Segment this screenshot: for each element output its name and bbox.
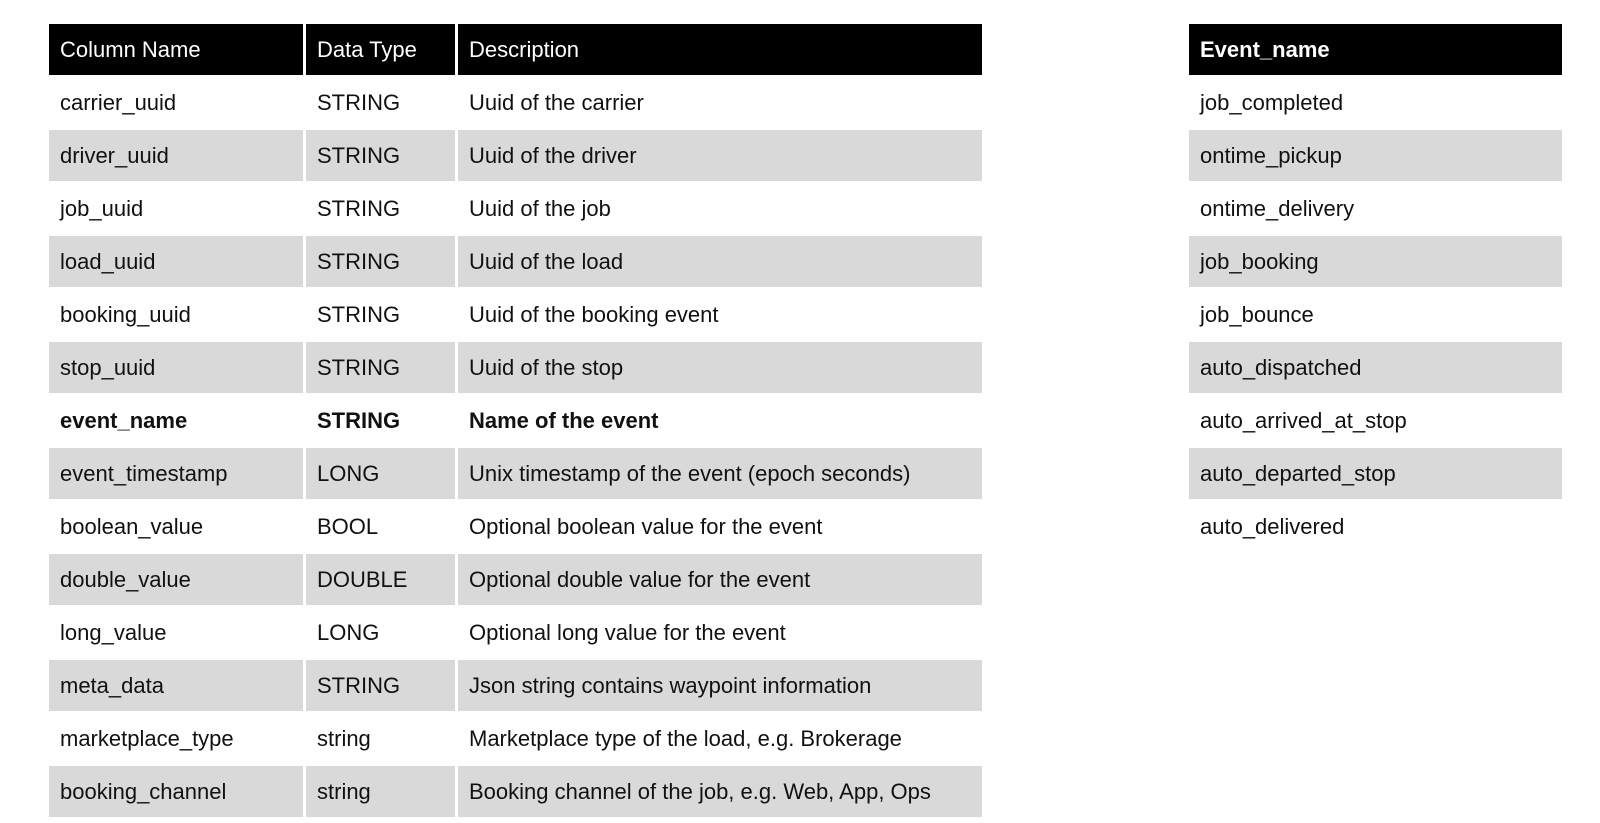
description-cell: Uuid of the carrier [455, 77, 982, 130]
description-cell: Uuid of the driver [455, 130, 982, 183]
column-name-cell: booking_uuid [49, 289, 303, 342]
table-row [49, 289, 982, 342]
data-type-cell: STRING [303, 660, 455, 713]
event-name-cell: job_booking [1189, 236, 1562, 289]
table-row [49, 660, 982, 713]
description-cell: Json string contains waypoint information [455, 660, 982, 713]
description-cell: Unix timestamp of the event (epoch seconds) [455, 448, 982, 501]
description-cell: Optional boolean value for the event [455, 501, 982, 554]
data-type-header: Data Type [303, 24, 455, 77]
table-row [49, 607, 982, 660]
table-row [49, 713, 982, 766]
data-type-cell: STRING [303, 183, 455, 236]
description-cell: Uuid of the load [455, 236, 982, 289]
list-item [1189, 395, 1562, 448]
list-item [1189, 183, 1562, 236]
event-name-cell: auto_arrived_at_stop [1189, 395, 1562, 448]
table-row [49, 130, 982, 183]
events-header-row [1189, 24, 1562, 77]
column-name-cell: driver_uuid [49, 130, 303, 183]
column-name-cell: marketplace_type [49, 713, 303, 766]
table-row [49, 501, 982, 554]
event-name-table [1189, 24, 1562, 554]
table-row [49, 766, 982, 819]
table-row [49, 448, 982, 501]
table-row [49, 77, 982, 130]
data-type-cell: DOUBLE [303, 554, 455, 607]
description-cell: Optional double value for the event [455, 554, 982, 607]
column-name-cell: event_name [49, 395, 303, 448]
description-cell: Name of the event [455, 395, 982, 448]
column-name-cell: meta_data [49, 660, 303, 713]
data-type-cell: STRING [303, 77, 455, 130]
description-cell: Booking channel of the job, e.g. Web, App, Ops [455, 766, 982, 819]
column-name-cell: carrier_uuid [49, 77, 303, 130]
list-item [1189, 130, 1562, 183]
event-name-cell: ontime_delivery [1189, 183, 1562, 236]
table-row [49, 342, 982, 395]
event-name-cell: job_bounce [1189, 289, 1562, 342]
column-name-cell: stop_uuid [49, 342, 303, 395]
data-type-cell: STRING [303, 236, 455, 289]
list-item [1189, 501, 1562, 554]
schema-header-row [49, 24, 982, 77]
data-type-cell: string [303, 766, 455, 819]
event-name-cell: auto_departed_stop [1189, 448, 1562, 501]
column-name-cell: long_value [49, 607, 303, 660]
list-item [1189, 236, 1562, 289]
table-row [49, 236, 982, 289]
event-name-header: Event_name [1189, 24, 1562, 77]
event-name-cell: auto_dispatched [1189, 342, 1562, 395]
event-name-cell: job_completed [1189, 77, 1562, 130]
description-cell: Uuid of the stop [455, 342, 982, 395]
table-row-highlighted [49, 395, 982, 448]
description-cell: Uuid of the booking event [455, 289, 982, 342]
table-row [49, 554, 982, 607]
column-name-cell: booking_channel [49, 766, 303, 819]
event-name-cell: ontime_pickup [1189, 130, 1562, 183]
column-name-cell: boolean_value [49, 501, 303, 554]
column-name-cell: load_uuid [49, 236, 303, 289]
column-name-cell: job_uuid [49, 183, 303, 236]
data-type-cell: LONG [303, 448, 455, 501]
data-type-cell: STRING [303, 289, 455, 342]
data-type-cell: string [303, 713, 455, 766]
description-cell: Marketplace type of the load, e.g. Brokerage [455, 713, 982, 766]
table-row [49, 183, 982, 236]
list-item [1189, 77, 1562, 130]
data-type-cell: STRING [303, 130, 455, 183]
data-type-cell: BOOL [303, 501, 455, 554]
event-name-cell: auto_delivered [1189, 501, 1562, 554]
column-name-cell: double_value [49, 554, 303, 607]
data-type-cell: STRING [303, 395, 455, 448]
list-item [1189, 448, 1562, 501]
description-cell: Uuid of the job [455, 183, 982, 236]
schema-table [49, 24, 982, 819]
list-item [1189, 289, 1562, 342]
description-cell: Optional long value for the event [455, 607, 982, 660]
data-type-cell: LONG [303, 607, 455, 660]
data-type-cell: STRING [303, 342, 455, 395]
description-header: Description [455, 24, 982, 77]
list-item [1189, 342, 1562, 395]
column-name-header: Column Name [49, 24, 303, 77]
column-name-cell: event_timestamp [49, 448, 303, 501]
